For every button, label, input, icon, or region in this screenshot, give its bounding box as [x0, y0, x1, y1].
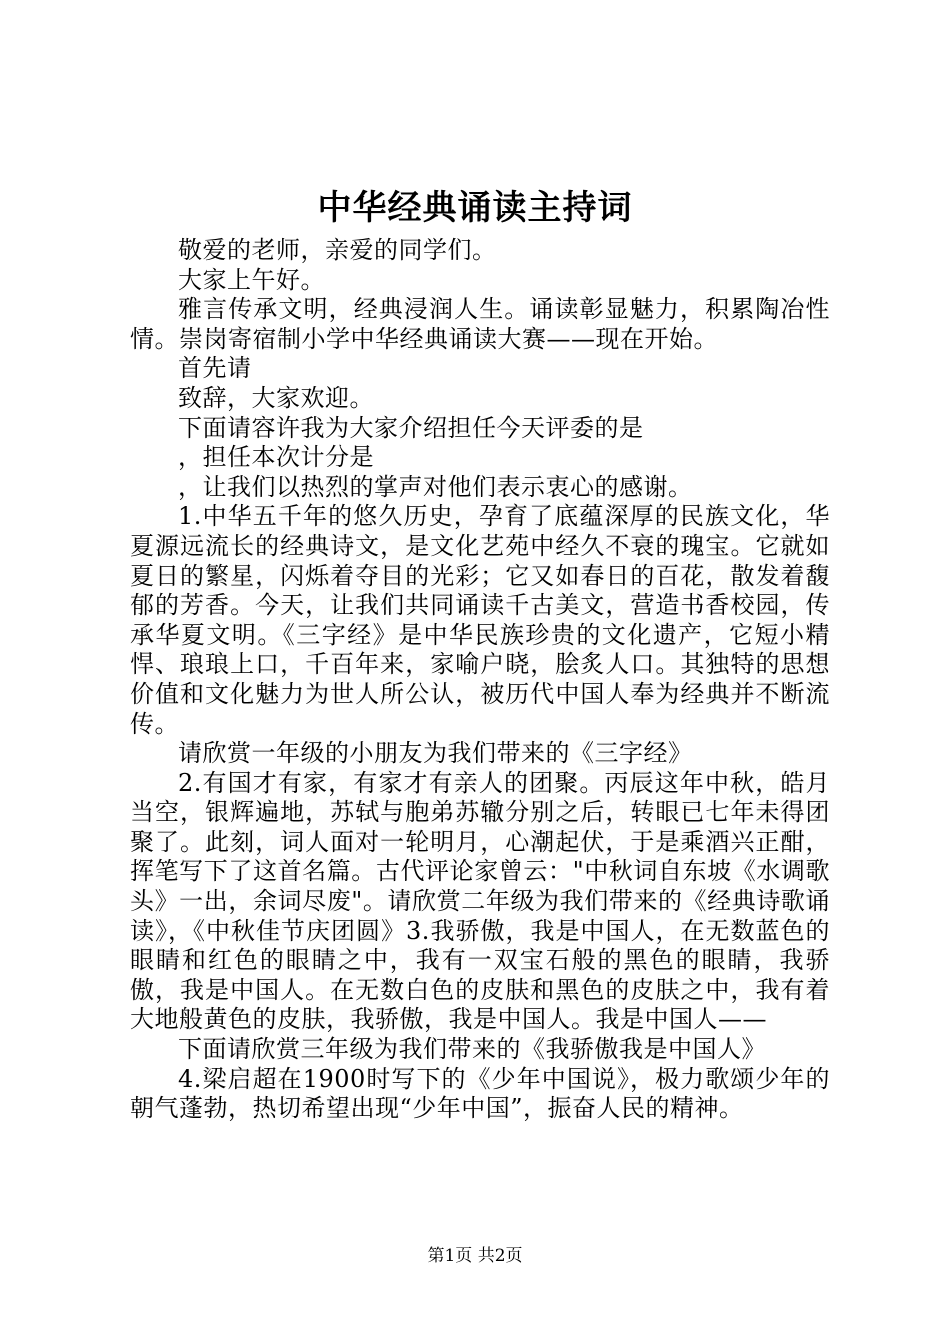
paragraph-greeting: 敬爱的老师，亲爱的同学们。: [178, 236, 497, 264]
document-title: 中华经典诵读主持词: [317, 188, 633, 228]
paragraph-thanks: ，让我们以热烈的掌声对他们表示衷心的感谢。: [178, 472, 693, 501]
paragraph-opening: 雅言传承文明，经典浸润人生。诵读彰显魅力，积累陶冶性情。崇岗寄宿制小学中华经典诵读大赛——现在开始。: [130, 295, 830, 353]
paragraph-good-morning: 大家上午好。: [178, 265, 325, 294]
paragraph-scorer: ，担任本次计分是: [178, 443, 374, 472]
document-body: [130, 236, 830, 1124]
paragraph-invite: 首先请: [178, 354, 252, 383]
page-footer: 第1页 共2页: [427, 1246, 523, 1266]
paragraph-grade-3: 下面请欣赏三年级为我们带来的《我骄傲我是中国人》: [178, 1035, 766, 1064]
paragraph-grade-1: 请欣赏一年级的小朋友为我们带来的《三字经》: [178, 739, 693, 768]
paragraph-speech: 致辞，大家欢迎。: [178, 383, 374, 412]
paragraph-item-4: 4.梁启超在1900时写下的《少年中国说》，极力歌颂少年的朝气蓬勃，热切希望出现“少年中国”，振奋人民的精神。: [130, 1064, 830, 1123]
paragraph-item-2-3: 2.有国才有家，有家才有亲人的团聚。丙辰这年中秋，皓月当空，银辉遍地，苏轼与胞弟苏辙分别之后，转眼已七年未得团聚了。此刻，词人面对一轮明月，心潮起伏，于是乘酒兴正酣，挥笔写下了这首名篇。古代评论家曾云："中秋词自东坡《水调歌头》一出，余词尽废"。请欣赏二年级为我们带来的《经典诗歌诵读》，《中秋佳节庆团圆》3.我骄傲，我是中国人，在无数蓝色的眼睛和红色的眼睛之中，我有一双宝石般的黑色的眼睛，我骄傲，我是中国人。在无数白色的皮肤和黑色的皮肤之中，我有着大地般黄色的皮肤，我骄傲，我是中国人。我是中国人——: [130, 768, 830, 1034]
paragraph-judges-intro: 下面请容许我为大家介绍担任今天评委的是: [178, 413, 644, 442]
paragraph-item-1: 1.中华五千年的悠久历史，孕育了底蕴深厚的民族文化，华夏源远流长的经典诗文，是文化艺苑中经久不衰的瑰宝。它就如夏日的繁星，闪烁着夺目的光彩；它又如春日的百花，散发着馥郁的芳香。今天，让我们共同诵读千古美文，营造书香校园，传承华夏文明。《三字经》是中华民族珍贵的文化遗产，它短小精悍、琅琅上口，千百年来，家喻户晓，脍炙人口。其独特的思想价值和文化魅力为世人所公认，被历代中国人奉为经典并不断流传。: [130, 502, 830, 738]
